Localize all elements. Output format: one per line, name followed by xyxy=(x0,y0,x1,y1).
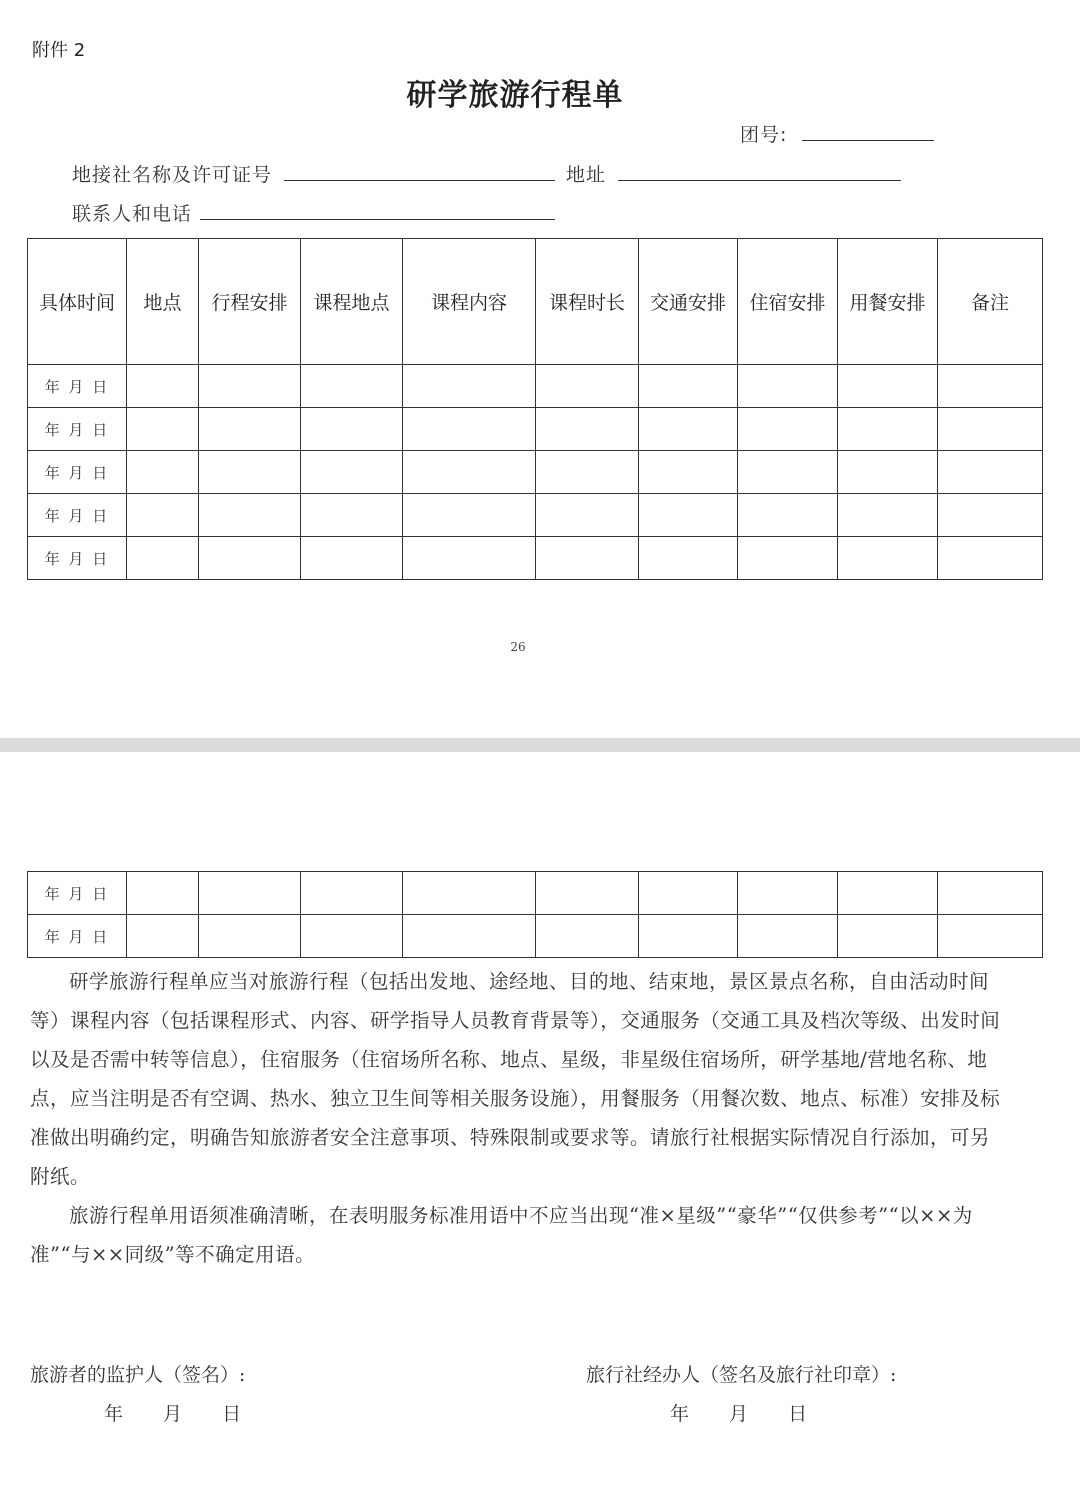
table-cell[interactable] xyxy=(938,408,1043,451)
table-cell[interactable] xyxy=(738,872,838,915)
table-cell[interactable] xyxy=(536,494,639,537)
table-cell[interactable] xyxy=(127,365,199,408)
table-cell[interactable] xyxy=(536,537,639,580)
table-header-row xyxy=(28,239,1043,365)
page-number: 26 xyxy=(510,640,526,654)
table-cell[interactable] xyxy=(127,451,199,494)
table-cell[interactable] xyxy=(199,915,301,958)
itinerary-table-continued xyxy=(27,871,1043,958)
agent-signature-date: 年 月 日 xyxy=(670,1403,816,1425)
table-cell[interactable] xyxy=(301,494,403,537)
table-cell[interactable] xyxy=(838,451,938,494)
table-cell[interactable] xyxy=(738,537,838,580)
group-number-label: 团号: xyxy=(740,124,788,146)
table-cell[interactable] xyxy=(301,537,403,580)
header-meals: 用餐安排 xyxy=(838,239,938,365)
table-row xyxy=(28,494,1043,537)
table-cell[interactable] xyxy=(838,537,938,580)
table-cell[interactable] xyxy=(403,451,536,494)
date-cell: 年 月 日 xyxy=(28,494,127,537)
table-row xyxy=(28,915,1043,958)
table-cell[interactable] xyxy=(301,872,403,915)
table-row xyxy=(28,537,1043,580)
table-cell[interactable] xyxy=(536,872,639,915)
table-cell[interactable] xyxy=(938,494,1043,537)
table-cell[interactable] xyxy=(838,872,938,915)
guardian-signature-label: 旅游者的监护人（签名）: xyxy=(30,1364,246,1386)
date-cell: 年 月 日 xyxy=(28,365,127,408)
table-cell[interactable] xyxy=(127,915,199,958)
table-cell[interactable] xyxy=(403,915,536,958)
header-schedule: 行程安排 xyxy=(199,239,301,365)
table-row xyxy=(28,365,1043,408)
header-transport: 交通安排 xyxy=(639,239,738,365)
header-course-location: 课程地点 xyxy=(301,239,403,365)
table-cell[interactable] xyxy=(301,451,403,494)
table-cell[interactable] xyxy=(127,872,199,915)
table-cell[interactable] xyxy=(403,408,536,451)
table-cell[interactable] xyxy=(199,537,301,580)
contact-phone-field[interactable] xyxy=(200,219,555,220)
table-cell[interactable] xyxy=(639,915,738,958)
table-cell[interactable] xyxy=(838,408,938,451)
date-cell: 年 月 日 xyxy=(28,872,127,915)
table-cell[interactable] xyxy=(403,872,536,915)
header-accommodation: 住宿安排 xyxy=(738,239,838,365)
guardian-signature-date: 年 月 日 xyxy=(104,1403,250,1425)
table-cell[interactable] xyxy=(838,365,938,408)
table-cell[interactable] xyxy=(938,872,1043,915)
table-cell[interactable] xyxy=(127,537,199,580)
attachment-label: 附件 2 xyxy=(32,40,86,61)
page-title: 研学旅游行程单 xyxy=(406,78,624,113)
table-cell[interactable] xyxy=(127,408,199,451)
address-field[interactable] xyxy=(618,180,901,181)
agent-signature-label: 旅行社经办人（签名及旅行社印章）: xyxy=(586,1364,897,1386)
date-cell: 年 月 日 xyxy=(28,451,127,494)
table-cell[interactable] xyxy=(639,408,738,451)
header-remarks: 备注 xyxy=(938,239,1043,365)
table-cell[interactable] xyxy=(738,494,838,537)
table-row xyxy=(28,872,1043,915)
itinerary-table xyxy=(27,238,1043,580)
table-cell[interactable] xyxy=(838,494,938,537)
table-cell[interactable] xyxy=(536,408,639,451)
table-cell[interactable] xyxy=(199,494,301,537)
table-cell[interactable] xyxy=(639,451,738,494)
agency-license-field[interactable] xyxy=(284,180,555,181)
table-cell[interactable] xyxy=(199,451,301,494)
table-cell[interactable] xyxy=(938,451,1043,494)
agency-license-label: 地接社名称及许可证号 xyxy=(72,164,273,186)
table-cell[interactable] xyxy=(738,365,838,408)
page-divider xyxy=(0,738,1080,752)
table-cell[interactable] xyxy=(938,537,1043,580)
table-cell[interactable] xyxy=(639,872,738,915)
header-location: 地点 xyxy=(127,239,199,365)
header-course-duration: 课程时长 xyxy=(536,239,639,365)
table-cell[interactable] xyxy=(403,494,536,537)
table-cell[interactable] xyxy=(639,365,738,408)
table-cell[interactable] xyxy=(639,537,738,580)
table-row xyxy=(28,451,1043,494)
table-cell[interactable] xyxy=(301,365,403,408)
table-cell[interactable] xyxy=(639,494,738,537)
table-cell[interactable] xyxy=(738,451,838,494)
table-cell[interactable] xyxy=(199,872,301,915)
header-time: 具体时间 xyxy=(28,239,127,365)
table-cell[interactable] xyxy=(938,915,1043,958)
table-cell[interactable] xyxy=(403,365,536,408)
table-cell[interactable] xyxy=(199,365,301,408)
table-cell[interactable] xyxy=(838,915,938,958)
table-cell[interactable] xyxy=(536,915,639,958)
table-row xyxy=(28,408,1043,451)
instructions-paragraph-1: 研学旅游行程单应当对旅游行程（包括出发地、途经地、目的地、结束地，景区景点名称，自由活动时间等）课程内容（包括课程形式、内容、研学指导人员教育背景等），交通服务（交通工具及档次等级、出发时间以及是否需中转等信息），住宿服务（住宿场所名称、地点、星级，非星级住宿场所，研学基地/营地名称、地点，应当注明是否有空调、热水、独立卫生间等相关服务设施），用餐服务（用餐次数、地点、标准）安排及标准做出明确约定，明确告知旅游者安全注意事项、特殊限制或要求等。请旅行社根据实际情况自行添加，可另附纸。 xyxy=(30,970,1001,1188)
table-cell[interactable] xyxy=(403,537,536,580)
address-label: 地址 xyxy=(566,164,607,186)
table-cell[interactable] xyxy=(738,408,838,451)
table-cell[interactable] xyxy=(938,365,1043,408)
table-cell[interactable] xyxy=(301,915,403,958)
table-cell[interactable] xyxy=(738,915,838,958)
table-cell[interactable] xyxy=(199,408,301,451)
group-number-field[interactable] xyxy=(802,140,934,141)
date-cell: 年 月 日 xyxy=(28,408,127,451)
table-cell[interactable] xyxy=(536,365,639,408)
date-cell: 年 月 日 xyxy=(28,915,127,958)
contact-phone-label: 联系人和电话 xyxy=(72,203,193,225)
header-course-content: 课程内容 xyxy=(403,239,536,365)
instructions-paragraph-2: 旅游行程单用语须准确清晰，在表明服务标准用语中不应当出现“准×星级”“豪华”“仅供参考”“以××为准”“与××同级”等不确定用语。 xyxy=(30,1204,973,1266)
table-cell[interactable] xyxy=(301,408,403,451)
date-cell: 年 月 日 xyxy=(28,537,127,580)
table-cell[interactable] xyxy=(127,494,199,537)
table-cell[interactable] xyxy=(536,451,639,494)
